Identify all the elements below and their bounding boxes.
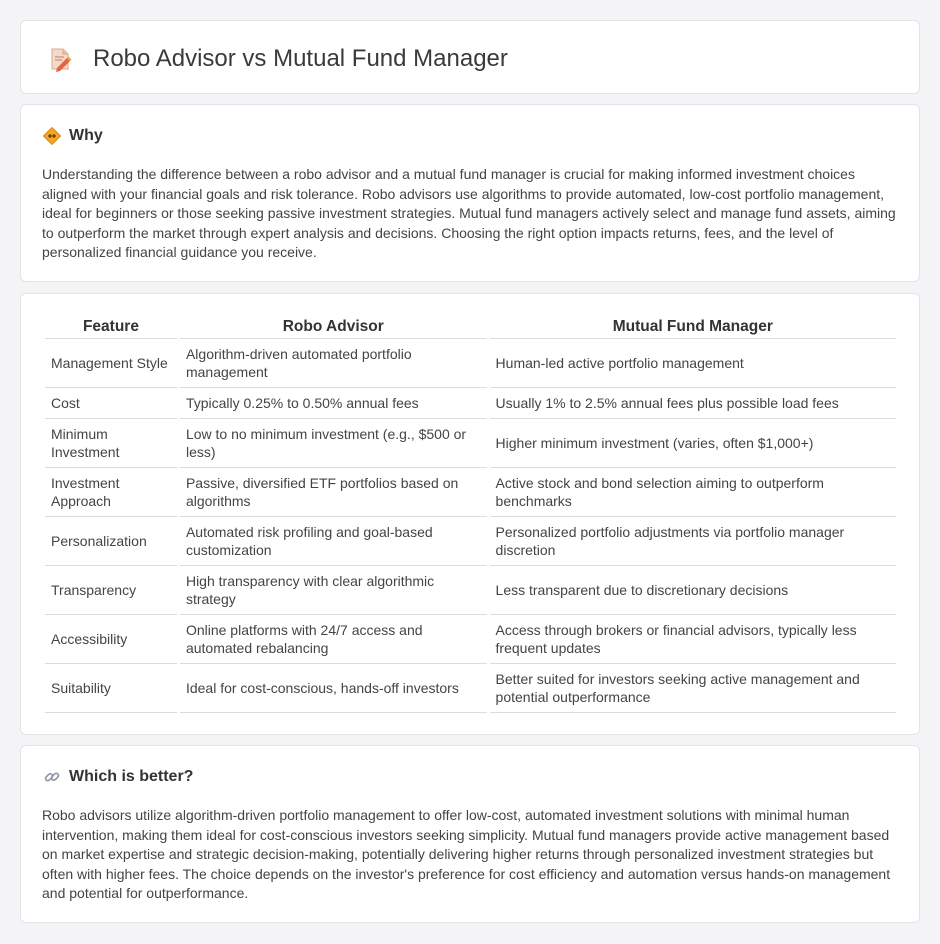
document-pencil-icon: [47, 46, 73, 72]
table-row: [45, 566, 896, 615]
why-heading: [43, 127, 103, 145]
robo-cell: Ideal for cost-conscious, hands-off investors: [180, 664, 487, 713]
mutual-cell: Active stock and bond selection aiming to outperform benchmarks: [490, 468, 896, 517]
comparison-card: [20, 293, 920, 735]
feature-cell: Accessibility: [45, 615, 177, 664]
feature-cell: Personalization: [45, 517, 177, 566]
table-header-row: [45, 314, 896, 339]
feature-cell: Cost: [45, 388, 177, 419]
title-card: [20, 20, 920, 94]
table-row: [45, 468, 896, 517]
robo-cell: Automated risk profiling and goal-based customization: [180, 517, 487, 566]
page-title: Robo Advisor vs Mutual Fund Manager: [93, 45, 508, 72]
mutual-cell: Access through brokers or financial advisors, typically less frequent updates: [490, 615, 896, 664]
header-mutual-fund-manager: Mutual Fund Manager: [490, 314, 896, 339]
robo-cell: Passive, diversified ETF portfolios based on algorithms: [180, 468, 487, 517]
robo-cell: Low to no minimum investment (e.g., $500 or less): [180, 419, 487, 468]
table-row: [45, 419, 896, 468]
why-title: Why: [69, 127, 103, 144]
mutual-cell: Human-led active portfolio management: [490, 339, 896, 388]
mutual-cell: Higher minimum investment (varies, often $1,000+): [490, 419, 896, 468]
better-title: Which is better?: [69, 768, 194, 785]
better-card: [20, 745, 920, 923]
better-heading: [43, 768, 193, 786]
table-row: [45, 339, 896, 388]
feature-cell: Transparency: [45, 566, 177, 615]
diamond-sign-icon: [43, 127, 61, 145]
table-row: [45, 664, 896, 713]
feature-cell: Management Style: [45, 339, 177, 388]
link-icon: [43, 768, 61, 786]
robo-cell: High transparency with clear algorithmic strategy: [180, 566, 487, 615]
robo-cell: Online platforms with 24/7 access and automated rebalancing: [180, 615, 487, 664]
feature-cell: Suitability: [45, 664, 177, 713]
comparison-table: [42, 314, 899, 713]
mutual-cell: Personalized portfolio adjustments via portfolio manager discretion: [490, 517, 896, 566]
table-row: [45, 517, 896, 566]
header-robo-advisor: Robo Advisor: [180, 314, 487, 339]
why-card: [20, 104, 920, 282]
mutual-cell: Usually 1% to 2.5% annual fees plus possible load fees: [490, 388, 896, 419]
header-feature: Feature: [45, 314, 177, 339]
robo-cell: Algorithm-driven automated portfolio management: [180, 339, 487, 388]
feature-cell: Investment Approach: [45, 468, 177, 517]
better-text: Robo advisors utilize algorithm-driven portfolio management to offer low-cost, automated investment solutions with minimal human intervention, making them ideal for cost-conscious investors seeking simplicity. Mutual fund managers provide active management based on market expertise and strategic decision-making, potentially delivering higher returns through personalized investment strategies but often with higher fees. The choice depends on the investor's preference for cost efficiency and automation versus hands-on management and potential for outperformance.: [42, 807, 891, 902]
title-row: [47, 45, 508, 73]
table-row: [45, 615, 896, 664]
mutual-cell: Better suited for investors seeking active management and potential outperformance: [490, 664, 896, 713]
robo-cell: Typically 0.25% to 0.50% annual fees: [180, 388, 487, 419]
feature-cell: Minimum Investment: [45, 419, 177, 468]
mutual-cell: Less transparent due to discretionary decisions: [490, 566, 896, 615]
why-text: Understanding the difference between a robo advisor and a mutual fund manager is crucial for making informed investment choices aligned with your financial goals and risk tolerance. Robo advisors use algorithms to provide automated, low-cost portfolio management, ideal for beginners or those seeking passive investment strategies. Mutual fund managers actively select and manage fund assets, aiming to outperform the market through expert analysis and decisions. Choosing the right option impacts returns, fees, and the level of personalized financial guidance you receive.: [42, 166, 896, 261]
table-row: [45, 388, 896, 419]
